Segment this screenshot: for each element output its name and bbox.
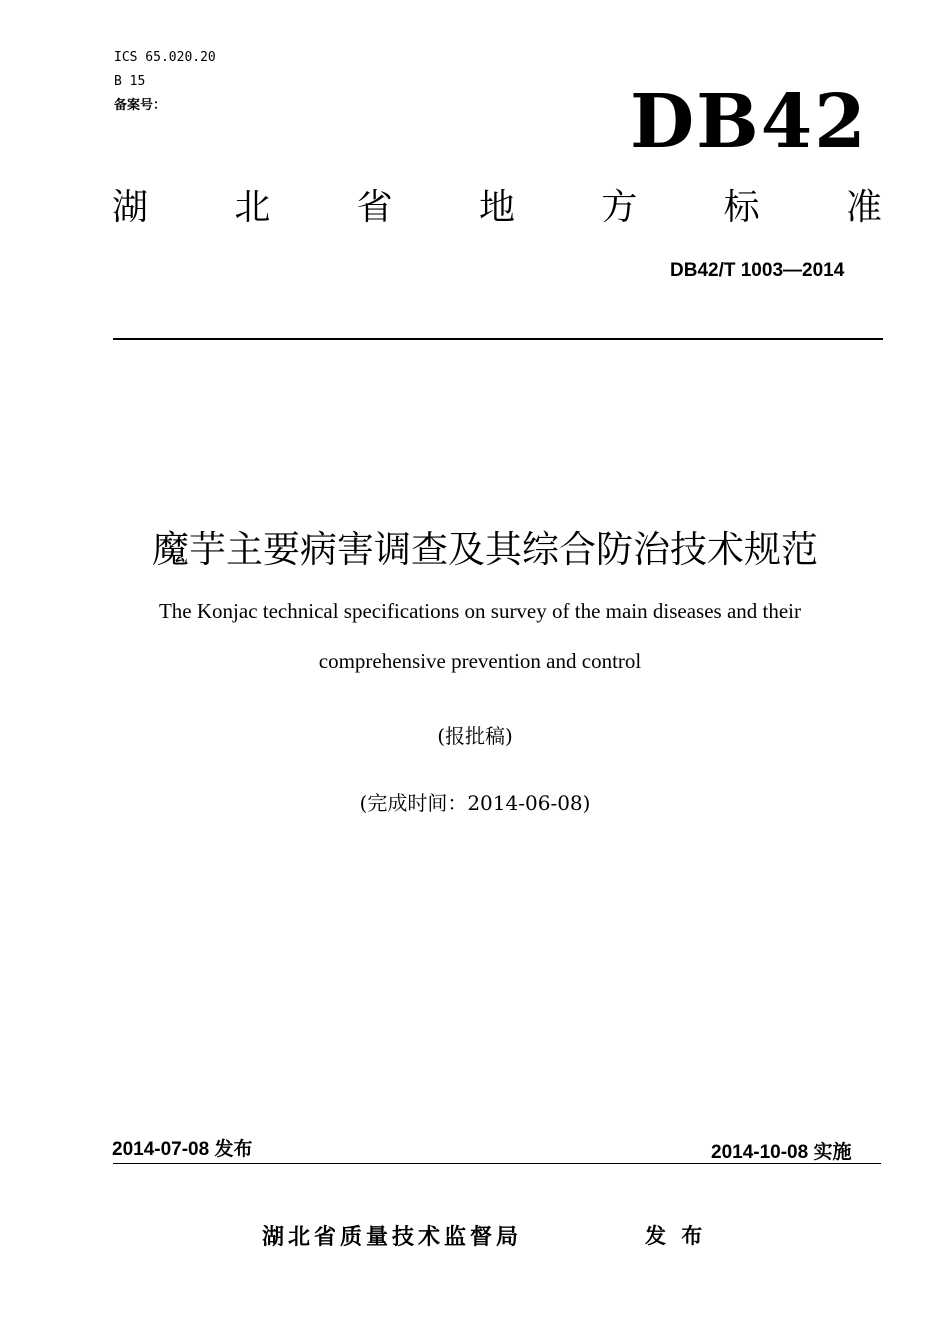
standard-code-logo: DB42 xyxy=(630,79,868,165)
standard-type-char: 北 xyxy=(234,187,271,228)
standard-type-char: 准 xyxy=(845,187,882,228)
issuing-authority: 湖北省质量技术监督局 xyxy=(262,1225,523,1250)
document-title-en-line1: The Konjac technical specifications on survey of the main diseases and their xyxy=(158,599,802,623)
standard-type-char: 标 xyxy=(723,187,760,228)
record-number-label: 备案号： xyxy=(114,98,167,113)
standard-type-char: 地 xyxy=(478,187,515,228)
document-title-en-line2: comprehensive prevention and control xyxy=(318,649,642,673)
issuing-authority-suffix: 发 布 xyxy=(645,1224,707,1248)
header-divider xyxy=(113,338,883,340)
footer-divider xyxy=(113,1163,881,1164)
document-title-cn: 魔芋主要病害调查及其综合防治技术规范 xyxy=(152,528,818,571)
implementation-date: 2014-10-08 实施 xyxy=(711,1142,852,1163)
draft-status: (报批稿) xyxy=(437,724,513,748)
standard-number: DB42/T 1003—2014 xyxy=(670,260,845,281)
standard-type-char: 湖 xyxy=(112,187,149,228)
standard-type-char: 省 xyxy=(356,187,393,228)
completion-date: (完成时间：2014-06-08) xyxy=(359,791,591,815)
classification-code: B 15 xyxy=(114,74,146,89)
issue-date: 2014-07-08 发布 xyxy=(112,1139,253,1160)
standard-type-title xyxy=(112,186,882,230)
standard-type-char: 方 xyxy=(601,187,638,228)
ics-code: ICS 65.020.20 xyxy=(114,50,216,65)
